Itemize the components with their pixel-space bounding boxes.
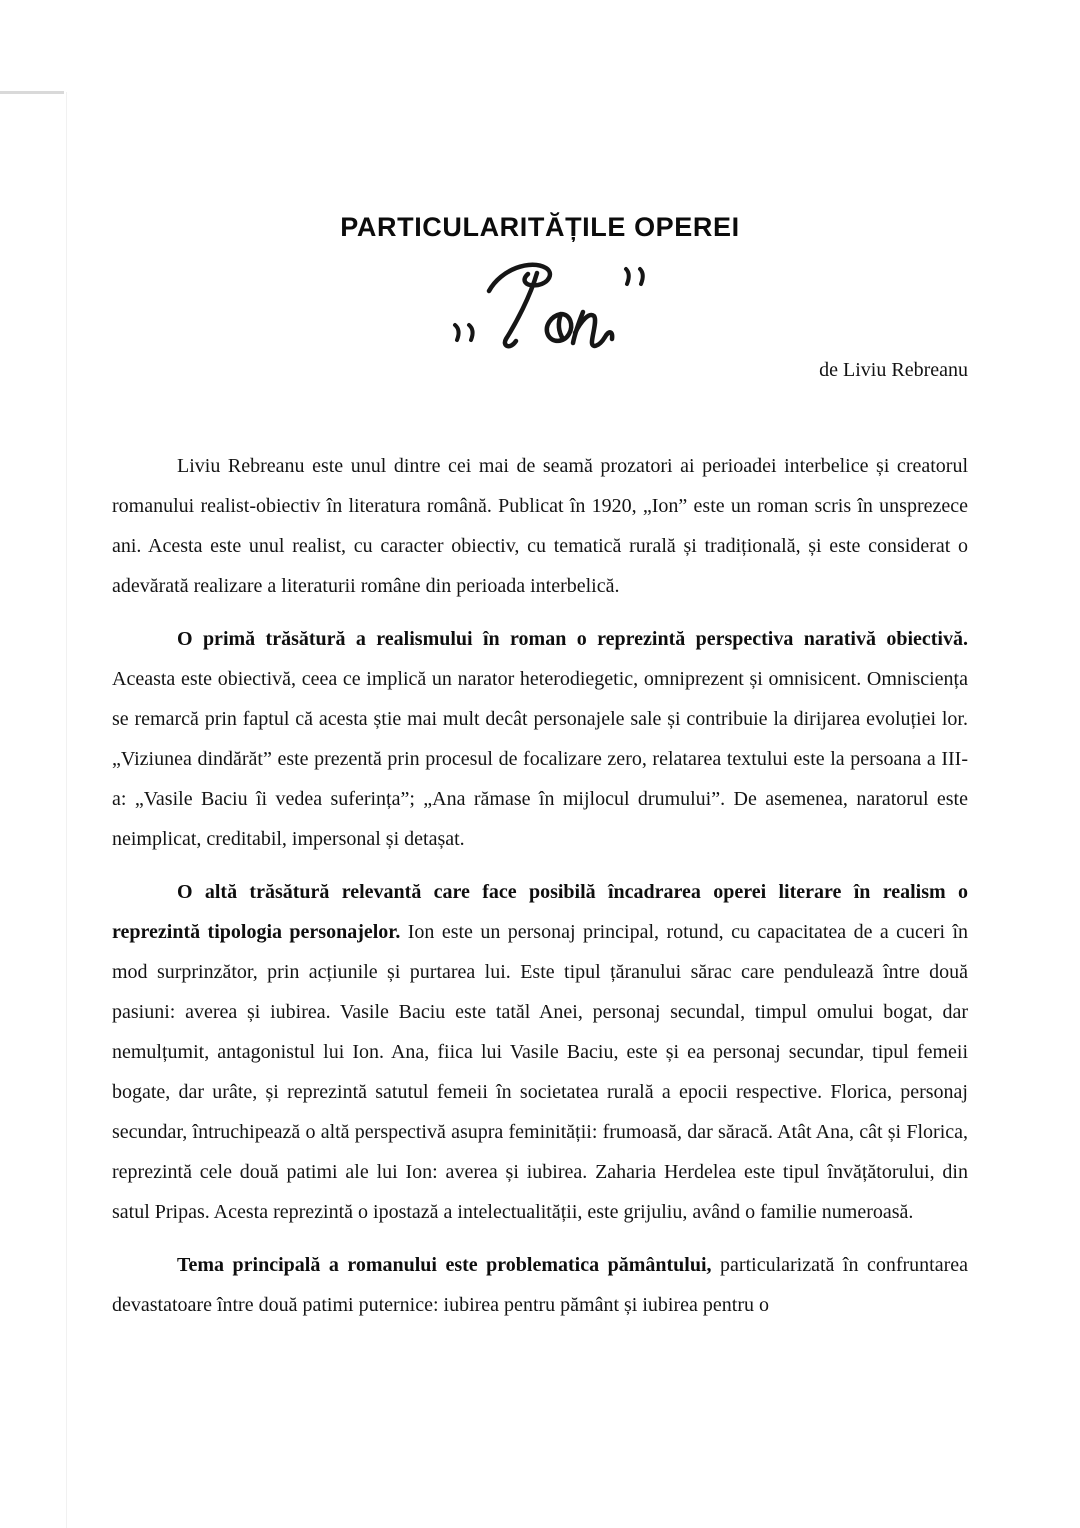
paragraph-text: Liviu Rebreanu este unul dintre cei mai de seamă prozatori ai perioadei interbelice și creatorul romanului realist-obiectiv în literatura română. Publicat în 1920, „Ion” este un roman scris în unsprezece ani. Acesta este unul realist, cu caracter obiectiv, cu tematică rurală și tradițională, și este considerat o adevărată realizare a literaturii române din perioada interbelică. [112,455,968,597]
paragraph-text: particularizată în confruntarea devastatoare între două patimi puternice: iubirea pentru pământ și iubirea pentru o [112,1254,968,1316]
paragraph-second-trait [112,872,968,1232]
paragraph-intro [112,446,968,606]
paragraph-text: Aceasta este obiectivă, ceea ce implică un narator heterodiegetic, omniprezent și omnisicent. Omnisciența se remarcă prin faptul că acesta știe mai mult decât personajele sale și contribuie la dirijarea evoluției lor. „Viziunea dindărăt” este prezentă prin procesul de focalizare zero, relatarea textului este la persoana a III-a: „Vasile Baciu îi vedea suferința”; „Ana rămase în mijlocul drumului”. De asemenea, naratorul este neimplicat, creditabil, impersonal și detașat. [112,668,968,850]
paragraph-theme [112,1245,968,1325]
handwritten-ion-script-icon [425,253,655,353]
paragraph-lead: O primă trăsătură a realismului în roman o reprezintă perspectiva narativă obiectivă. [177,628,968,650]
scan-edge-shadow [66,92,67,1528]
handwritten-title [0,253,1080,355]
paragraph-lead: O altă trăsătură relevantă care face posibilă încadrarea operei literare în realism o reprezintă tipologia personajelor. [112,881,968,943]
page-title: PARTICULARITĂȚILE OPEREI [340,212,740,242]
paragraph-first-trait [112,619,968,859]
byline: de Liviu Rebreanu [819,359,968,381]
paragraph-text: Ion este un personaj principal, rotund, cu capacitatea de a cuceri în mod surprinzător, prin acțiunile și purtarea lui. Este tipul țăranului sărac care pendulează între două pasiuni: averea și iubirea. Vasile Baciu este tatăl Anei, personaj secundal, timpul omului bogat, dar nemulțumit, antagonistul lui Ion. Ana, fiica lui Vasile Baciu, este și ea personaj secundar, tipul femeii bogate, dar urâte, și reprezintă satutul femeii în societatea rurală a epocii respective. Florica, personaj secundar, întruchipează o altă perspectivă asupra feminității: frumoasă, dar săracă. Atât Ana, cât și Florica, reprezintă cele două patimi ale lui Ion: averea și iubirea. Zaharia Herdelea este tipul învățătorului, din satul Pripas. Acesta reprezintă o ipostază a intelectualității, este grijuliu, având o familie numeroasă. [112,921,969,1223]
scan-edge-line [0,91,64,94]
document-body [0,446,1080,1325]
paragraph-lead: Tema principală a romanului este problematica pământului, [177,1254,712,1276]
